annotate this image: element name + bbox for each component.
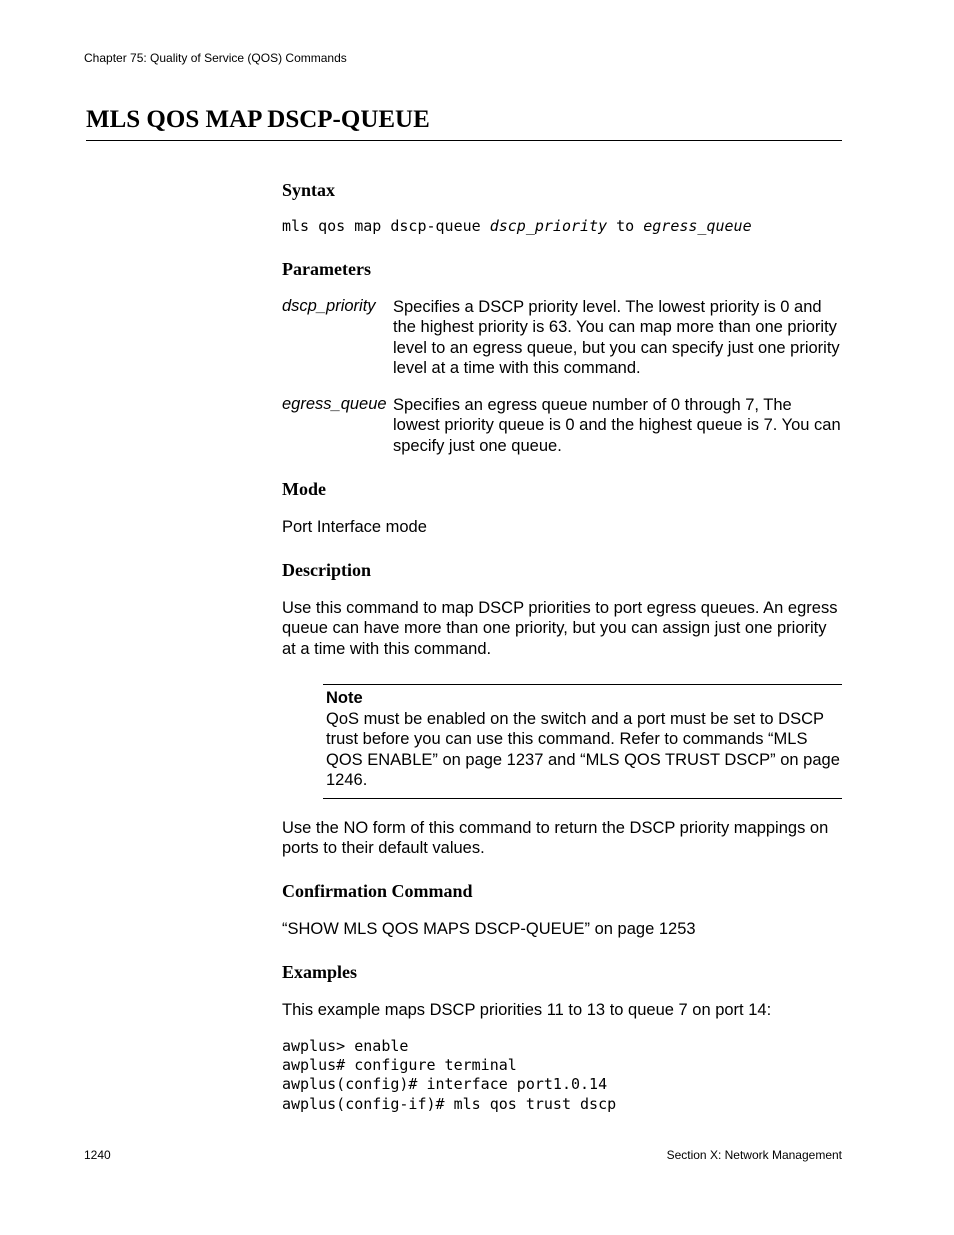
param-term-egress-queue: egress_queue bbox=[282, 395, 387, 413]
code-line: awplus(config)# interface port1.0.14 bbox=[282, 1075, 608, 1094]
parameters-heading: Parameters bbox=[282, 259, 371, 279]
description-text: Use this command to map DSCP priorities to port egress queues. An egress queue can have more than one priority, but you can assign just one priority at a time with this command. bbox=[282, 599, 838, 658]
syntax-keyword-to: to bbox=[607, 217, 644, 235]
page-number: 1240 bbox=[84, 1148, 111, 1162]
confirmation-text: “SHOW MLS QOS MAPS DSCP-QUEUE” on page 1253 bbox=[282, 920, 696, 938]
confirmation-heading: Confirmation Command bbox=[282, 881, 473, 901]
no-form-text: Use the NO form of this command to return the DSCP priority mappings on ports to their default values. bbox=[282, 819, 829, 858]
code-line: awplus# configure terminal bbox=[282, 1056, 517, 1075]
syntax-command bbox=[282, 217, 752, 235]
syntax-command-text: mls qos map dscp-queue bbox=[282, 217, 490, 235]
note-text: QoS must be enabled on the switch and a port must be set to DSCP trust before you can use this command. Refer to commands “MLS QOS ENABLE” on page 1237 and “MLS QOS TRUST DSCP” on page 1246. bbox=[326, 710, 840, 789]
running-footer-section: Section X: Network Management bbox=[666, 1148, 842, 1162]
page-title: MLS QOS MAP DSCP-QUEUE bbox=[86, 106, 430, 133]
param-term-dscp-priority: dscp_priority bbox=[282, 297, 376, 315]
syntax-param-egress-queue: egress_queue bbox=[643, 217, 752, 235]
param-definition-dscp-priority: Specifies a DSCP priority level. The lowest priority is 0 and the highest priority is 63. You can map more than one priority level to an egress queue, but you can specify just one priority level at a time with this command. bbox=[393, 298, 840, 377]
mode-text: Port Interface mode bbox=[282, 518, 427, 536]
code-line: awplus> enable bbox=[282, 1037, 409, 1055]
running-header: Chapter 75: Quality of Service (QOS) Commands bbox=[84, 51, 347, 65]
description-heading: Description bbox=[282, 560, 371, 580]
mode-heading: Mode bbox=[282, 479, 326, 499]
param-definition-egress-queue: Specifies an egress queue number of 0 through 7, The lowest priority queue is 0 and the highest queue is 7. You can specify just one queue. bbox=[393, 396, 841, 455]
code-line: awplus(config-if)# mls qos trust dscp bbox=[282, 1094, 617, 1113]
example-code-block bbox=[282, 1037, 616, 1114]
syntax-heading: Syntax bbox=[282, 180, 336, 200]
syntax-param-dscp-priority: dscp_priority bbox=[489, 217, 608, 235]
note-label: Note bbox=[326, 689, 363, 707]
examples-heading: Examples bbox=[282, 962, 358, 982]
title-divider bbox=[86, 140, 842, 141]
note-box bbox=[323, 684, 842, 799]
examples-intro: This example maps DSCP priorities 11 to 13 to queue 7 on port 14: bbox=[282, 1001, 772, 1019]
